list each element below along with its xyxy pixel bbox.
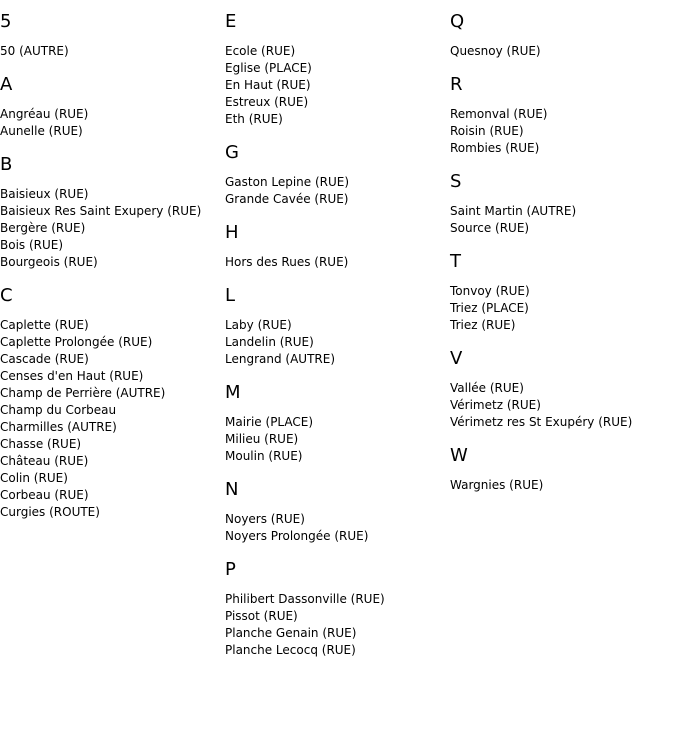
street-link[interactable]: Bois (RUE): [0, 238, 64, 252]
street-link[interactable]: Vérimetz (RUE): [450, 398, 541, 412]
street-link[interactable]: Baisieux Res Saint Exupery (RUE): [0, 204, 202, 218]
letter-heading: S: [450, 171, 462, 192]
letter-heading: W: [450, 445, 468, 466]
letter-heading: M: [225, 382, 241, 403]
letter-heading: E: [225, 11, 237, 32]
letter-heading: 5: [0, 11, 12, 32]
street-link[interactable]: Wargnies (RUE): [450, 478, 544, 492]
street-link[interactable]: Pissot (RUE): [225, 609, 298, 623]
street-link[interactable]: Censes d'en Haut (RUE): [0, 369, 144, 383]
street-link[interactable]: Planche Genain (RUE): [225, 626, 357, 640]
street-link[interactable]: Gaston Lepine (RUE): [225, 175, 350, 189]
street-link[interactable]: En Haut (RUE): [225, 78, 311, 92]
street-link[interactable]: Tonvoy (RUE): [450, 284, 530, 298]
street-link[interactable]: Philibert Dassonville (RUE): [225, 592, 385, 606]
street-link[interactable]: Milieu (RUE): [225, 432, 299, 446]
street-link[interactable]: Vallée (RUE): [450, 381, 524, 395]
street-link[interactable]: Grande Cavée (RUE): [225, 192, 349, 206]
street-index-column-2: [225, 0, 445, 659]
letter-heading: C: [0, 285, 13, 306]
street-link[interactable]: Lengrand (AUTRE): [225, 352, 336, 366]
letter-group: [450, 444, 675, 494]
street-link[interactable]: Source (RUE): [450, 221, 530, 235]
street-link[interactable]: Saint Martin (AUTRE): [450, 204, 577, 218]
letter-group: [450, 10, 675, 60]
street-link[interactable]: Noyers Prolongée (RUE): [225, 529, 369, 543]
street-index-column-3: [450, 0, 675, 494]
street-link[interactable]: Champ du Corbeau: [0, 403, 117, 417]
street-link[interactable]: Remonval (RUE): [450, 107, 548, 121]
street-link[interactable]: Laby (RUE): [225, 318, 292, 332]
street-link[interactable]: Mairie (PLACE): [225, 415, 314, 429]
street-link[interactable]: Caplette Prolongée (RUE): [0, 335, 153, 349]
street-link[interactable]: Charmilles (AUTRE): [0, 420, 117, 434]
letter-heading: R: [450, 74, 463, 95]
street-link[interactable]: Eth (RUE): [225, 112, 283, 126]
street-link[interactable]: Planche Lecocq (RUE): [225, 643, 356, 657]
street-link[interactable]: Curgies (ROUTE): [0, 505, 100, 519]
letter-group: [0, 153, 220, 271]
street-link[interactable]: Hors des Rues (RUE): [225, 255, 349, 269]
street-link[interactable]: Bourgeois (RUE): [0, 255, 98, 269]
street-link[interactable]: Baisieux (RUE): [0, 187, 89, 201]
street-link[interactable]: Angréau (RUE): [0, 107, 89, 121]
street-link[interactable]: Eglise (PLACE): [225, 61, 312, 75]
letter-heading: L: [225, 285, 236, 306]
letter-group: [450, 170, 675, 237]
letter-group: [225, 221, 445, 271]
letter-heading: T: [450, 251, 461, 272]
letter-group: [0, 10, 220, 60]
street-link[interactable]: Aunelle (RUE): [0, 124, 83, 138]
letter-group: [225, 381, 445, 465]
letter-group: [450, 250, 675, 334]
street-link[interactable]: Quesnoy (RUE): [450, 44, 541, 58]
street-link[interactable]: Triez (PLACE): [450, 301, 529, 315]
letter-heading: V: [450, 348, 463, 369]
street-link[interactable]: Moulin (RUE): [225, 449, 303, 463]
letter-group: [225, 141, 445, 208]
letter-group: [450, 73, 675, 157]
street-link[interactable]: Chasse (RUE): [0, 437, 82, 451]
letter-heading: N: [225, 479, 239, 500]
street-link[interactable]: Caplette (RUE): [0, 318, 89, 332]
street-link[interactable]: Triez (RUE): [450, 318, 516, 332]
letter-group: [0, 284, 220, 521]
letter-heading: B: [0, 154, 13, 175]
letter-group: [225, 284, 445, 368]
street-link[interactable]: Rombies (RUE): [450, 141, 540, 155]
letter-heading: Q: [450, 11, 465, 32]
street-link[interactable]: Château (RUE): [0, 454, 89, 468]
street-link[interactable]: Cascade (RUE): [0, 352, 89, 366]
street-link[interactable]: Champ de Perrière (AUTRE): [0, 386, 166, 400]
letter-heading: P: [225, 559, 236, 580]
letter-group: [450, 347, 675, 431]
letter-group: [225, 10, 445, 128]
letter-heading: H: [225, 222, 239, 243]
street-link[interactable]: 50 (AUTRE): [0, 44, 69, 58]
street-index-column-1: [0, 0, 220, 521]
street-link[interactable]: Estreux (RUE): [225, 95, 309, 109]
street-link[interactable]: Colin (RUE): [0, 471, 68, 485]
street-link[interactable]: Bergère (RUE): [0, 221, 86, 235]
letter-group: [0, 73, 220, 140]
letter-group: [225, 558, 445, 659]
street-link[interactable]: Landelin (RUE): [225, 335, 314, 349]
street-link[interactable]: Corbeau (RUE): [0, 488, 89, 502]
street-link[interactable]: Vérimetz res St Exupéry (RUE): [450, 415, 633, 429]
letter-group: [225, 478, 445, 545]
letter-heading: A: [0, 74, 13, 95]
street-link[interactable]: Ecole (RUE): [225, 44, 296, 58]
letter-heading: G: [225, 142, 239, 163]
street-link[interactable]: Noyers (RUE): [225, 512, 305, 526]
street-link[interactable]: Roisin (RUE): [450, 124, 524, 138]
